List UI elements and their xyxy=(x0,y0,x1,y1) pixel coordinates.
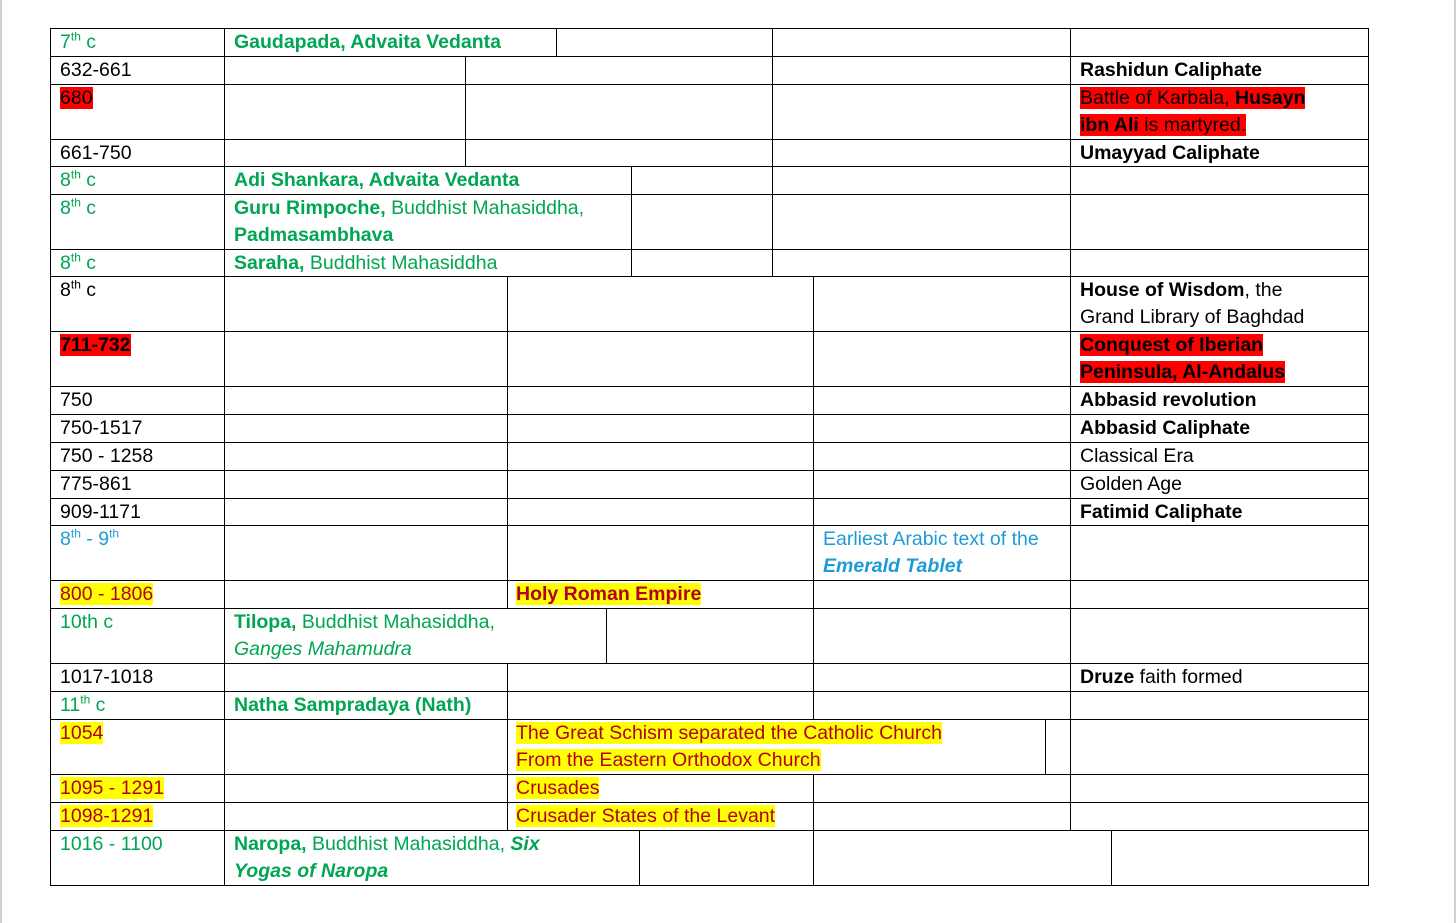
col-border-21-4 xyxy=(1070,802,1071,831)
cell-text: Fatimid Caliphate xyxy=(1080,500,1243,523)
col-border-4-4 xyxy=(1070,166,1071,195)
col-border-20-2 xyxy=(507,774,508,803)
col-border-5-5 xyxy=(1368,194,1369,250)
date-cell-row-11 xyxy=(60,443,153,471)
date-cell-row-22 xyxy=(60,831,163,859)
cell-text: 8 xyxy=(60,196,71,219)
col-border-17-4 xyxy=(1070,663,1071,692)
date-cell-row-12 xyxy=(60,471,132,499)
col-border-14-1 xyxy=(224,525,225,581)
col-border-0-0 xyxy=(50,28,51,57)
col-border-1-5 xyxy=(1368,56,1369,85)
cell-text: House of Wisdom xyxy=(1080,278,1245,301)
col-border-14-0 xyxy=(50,525,51,581)
date-cell-row-9 xyxy=(60,387,93,415)
cell-text: Rashidun Caliphate xyxy=(1080,58,1263,81)
col-border-20-3 xyxy=(813,774,814,803)
col-border-15-0 xyxy=(50,580,51,609)
col-border-16-3 xyxy=(813,608,814,664)
cell-text: th xyxy=(70,195,81,209)
col-border-4-2 xyxy=(631,166,632,195)
event-cell-row-7 xyxy=(1080,277,1335,332)
col-border-14-3 xyxy=(813,525,814,581)
col-border-13-5 xyxy=(1368,498,1369,526)
col-border-9-1 xyxy=(224,386,225,415)
col-border-22-3 xyxy=(813,830,814,886)
cell-text: Abbasid revolution xyxy=(1080,388,1257,411)
event-cell-row-5 xyxy=(234,195,626,250)
cell-text: Crusader States of the Levant xyxy=(516,804,776,827)
col-border-10-3 xyxy=(813,414,814,443)
col-border-22-4 xyxy=(1111,830,1112,886)
event-cell-row-4 xyxy=(234,167,519,195)
col-border-18-2 xyxy=(507,691,508,720)
col-border-13-3 xyxy=(813,498,814,526)
col-border-2-0 xyxy=(50,84,51,140)
cell-text: 1098-1291 xyxy=(60,804,154,827)
col-border-4-0 xyxy=(50,166,51,195)
cell-text: Ganges Mahamudra xyxy=(234,638,412,660)
cell-text: Gaudapada, Advaita Vedanta xyxy=(234,30,501,53)
col-border-15-2 xyxy=(507,580,508,609)
col-border-6-0 xyxy=(50,249,51,277)
col-border-17-5 xyxy=(1368,663,1369,692)
col-border-18-4 xyxy=(1070,691,1071,720)
date-cell-row-6 xyxy=(60,250,96,278)
col-border-10-2 xyxy=(507,414,508,443)
col-border-7-0 xyxy=(50,276,51,332)
cell-text: Earliest Arabic text of the xyxy=(823,527,1039,550)
cell-text: Buddhist Mahasiddha xyxy=(304,251,498,274)
col-border-8-0 xyxy=(50,331,51,387)
col-border-15-3 xyxy=(813,580,814,609)
cell-text: Naropa, xyxy=(234,832,307,855)
cell-text: 1017-1018 xyxy=(60,665,154,688)
cell-text: Buddhist Mahasiddha, xyxy=(306,832,511,855)
date-cell-row-0 xyxy=(60,29,96,57)
date-cell-row-17 xyxy=(60,664,153,692)
col-border-8-5 xyxy=(1368,331,1369,387)
col-border-9-4 xyxy=(1070,386,1071,415)
cell-text: 909-1171 xyxy=(60,500,141,523)
col-border-8-1 xyxy=(224,331,225,387)
col-border-2-1 xyxy=(224,84,225,140)
col-border-17-0 xyxy=(50,663,51,692)
col-border-2-4 xyxy=(1070,84,1071,140)
col-border-7-2 xyxy=(507,276,508,332)
cell-text: Padmasambhava xyxy=(234,224,394,246)
col-border-19-3 xyxy=(1045,719,1046,775)
col-border-12-3 xyxy=(813,470,814,499)
col-border-16-0 xyxy=(50,608,51,664)
col-border-0-4 xyxy=(1070,28,1071,57)
col-border-12-5 xyxy=(1368,470,1369,499)
col-border-3-4 xyxy=(1070,139,1071,167)
date-cell-row-16 xyxy=(60,609,113,637)
col-border-19-1 xyxy=(224,719,225,775)
date-cell-row-5 xyxy=(60,195,96,223)
col-border-6-4 xyxy=(1070,249,1071,277)
cell-text: th xyxy=(70,167,81,181)
cell-text: Druze xyxy=(1080,665,1135,688)
col-border-10-4 xyxy=(1070,414,1071,443)
col-border-4-3 xyxy=(772,166,773,195)
col-border-8-4 xyxy=(1070,331,1071,387)
col-border-11-4 xyxy=(1070,442,1071,471)
col-border-18-0 xyxy=(50,691,51,720)
cell-text: Tilopa, xyxy=(234,610,297,633)
col-border-21-2 xyxy=(507,802,508,831)
cell-text: The Great Schism separated the Catholic Church From the Eastern Orthodox Church xyxy=(516,721,942,771)
cell-text: th xyxy=(70,526,81,540)
cell-text: 8 xyxy=(60,278,71,301)
col-border-13-1 xyxy=(224,498,225,526)
cell-text: th xyxy=(70,29,81,43)
col-border-22-1 xyxy=(224,830,225,886)
col-border-14-2 xyxy=(507,525,508,581)
col-border-16-1 xyxy=(224,608,225,664)
cell-text: Six Yogas of Naropa xyxy=(234,832,540,882)
col-border-3-5 xyxy=(1368,139,1369,167)
cell-text: 1054 xyxy=(60,721,104,744)
cell-text: 632-661 xyxy=(60,58,132,81)
date-cell-row-15 xyxy=(60,581,153,609)
date-cell-row-2 xyxy=(60,85,93,113)
col-border-19-0 xyxy=(50,719,51,775)
date-cell-row-21 xyxy=(60,803,153,831)
col-border-18-3 xyxy=(813,691,814,720)
col-border-6-2 xyxy=(631,249,632,277)
col-border-19-5 xyxy=(1368,719,1369,775)
cell-text: Crusades xyxy=(516,776,600,799)
cell-text: Golden Age xyxy=(1080,472,1182,495)
col-border-18-1 xyxy=(224,691,225,720)
col-border-7-5 xyxy=(1368,276,1369,332)
col-border-11-3 xyxy=(813,442,814,471)
cell-text: Abbasid Caliphate xyxy=(1080,416,1251,439)
col-border-8-2 xyxy=(507,331,508,387)
cell-text: 750 xyxy=(60,388,93,411)
col-border-19-4 xyxy=(1070,719,1071,775)
col-border-8-3 xyxy=(813,331,814,387)
col-border-1-2 xyxy=(465,56,466,85)
col-border-22-2 xyxy=(639,830,640,886)
date-cell-row-19 xyxy=(60,720,103,748)
col-border-15-5 xyxy=(1368,580,1369,609)
event-cell-row-18 xyxy=(234,692,471,720)
col-border-21-1 xyxy=(224,802,225,831)
event-cell-row-10 xyxy=(1080,415,1250,443)
event-cell-row-21 xyxy=(516,803,775,831)
date-cell-row-4 xyxy=(60,167,96,195)
event-cell-row-12 xyxy=(1080,471,1182,499)
col-border-9-0 xyxy=(50,386,51,415)
col-border-21-3 xyxy=(813,802,814,831)
col-border-12-1 xyxy=(224,470,225,499)
event-cell-row-15 xyxy=(516,581,701,609)
col-border-5-3 xyxy=(772,194,773,250)
col-border-9-2 xyxy=(507,386,508,415)
cell-text: c xyxy=(80,196,97,219)
col-border-17-3 xyxy=(813,663,814,692)
col-border-22-5 xyxy=(1368,830,1369,886)
cell-text: Conquest of Iberian Peninsula, Al-Andalus xyxy=(1080,333,1286,383)
col-border-10-5 xyxy=(1368,414,1369,443)
event-cell-row-3 xyxy=(1080,140,1260,168)
cell-text: 750 - 1258 xyxy=(60,444,154,467)
cell-text: 7 xyxy=(60,30,71,53)
col-border-1-4 xyxy=(1070,56,1071,85)
col-border-1-3 xyxy=(772,56,773,85)
cell-text: th xyxy=(80,692,91,706)
cell-text: th xyxy=(70,277,81,291)
cell-text: Emerald Tablet xyxy=(823,555,963,577)
col-border-16-5 xyxy=(1368,608,1369,664)
cell-text: 680 xyxy=(60,86,93,109)
cell-text: Adi Shankara, Advaita Vedanta xyxy=(234,168,520,191)
cell-text: Husayn ibn Ali xyxy=(1080,86,1306,136)
col-border-11-0 xyxy=(50,442,51,471)
event-cell-row-22 xyxy=(234,831,554,886)
col-border-7-1 xyxy=(224,276,225,332)
cell-text: 10th c xyxy=(60,610,114,633)
event-cell-row-1 xyxy=(1080,57,1262,85)
col-border-7-3 xyxy=(813,276,814,332)
cell-text: is martyred. xyxy=(1138,114,1247,136)
cell-text: Umayyad Caliphate xyxy=(1080,141,1260,164)
col-border-2-5 xyxy=(1368,84,1369,140)
col-border-20-1 xyxy=(224,774,225,803)
date-cell-row-7 xyxy=(60,277,96,305)
page-left-edge xyxy=(0,0,2,923)
col-border-9-5 xyxy=(1368,386,1369,415)
col-border-2-3 xyxy=(772,84,773,140)
col-border-11-5 xyxy=(1368,442,1369,471)
cell-text: 800 - 1806 xyxy=(60,582,154,605)
col-border-20-4 xyxy=(1070,774,1071,803)
date-cell-row-8 xyxy=(60,332,131,360)
event-cell-row-13 xyxy=(1080,499,1243,527)
cell-text: th xyxy=(70,250,81,264)
cell-text: , the Grand Library of Baghdad xyxy=(1080,278,1305,328)
event-cell-row-6 xyxy=(234,250,497,278)
date-cell-row-13 xyxy=(60,499,141,527)
col-border-3-3 xyxy=(772,139,773,167)
event-cell-row-0 xyxy=(234,29,501,57)
cell-text: c xyxy=(80,251,97,274)
col-border-13-2 xyxy=(507,498,508,526)
col-border-3-2 xyxy=(465,139,466,167)
cell-text: Buddhist Mahasiddha, xyxy=(385,196,585,219)
col-border-14-4 xyxy=(1070,525,1071,581)
col-border-17-2 xyxy=(507,663,508,692)
col-border-16-2 xyxy=(606,608,607,664)
cell-text: 775-861 xyxy=(60,472,132,495)
cell-text: 1095 - 1291 xyxy=(60,776,165,799)
col-border-16-4 xyxy=(1070,608,1071,664)
cell-text: 661-750 xyxy=(60,141,132,164)
col-border-3-0 xyxy=(50,139,51,167)
cell-text: 750-1517 xyxy=(60,416,143,439)
col-border-21-5 xyxy=(1368,802,1369,831)
cell-text: Classical Era xyxy=(1080,444,1194,467)
date-cell-row-10 xyxy=(60,415,142,443)
col-border-10-0 xyxy=(50,414,51,443)
col-border-11-1 xyxy=(224,442,225,471)
cell-text: 1016 - 1100 xyxy=(60,832,163,855)
cell-text: Battle of Karbala, xyxy=(1080,86,1236,109)
cell-text: - 9 xyxy=(80,527,110,550)
col-border-14-5 xyxy=(1368,525,1369,581)
col-border-5-0 xyxy=(50,194,51,250)
col-border-0-3 xyxy=(772,28,773,57)
col-border-1-1 xyxy=(224,56,225,85)
col-border-6-1 xyxy=(224,249,225,277)
event-cell-row-14 xyxy=(823,526,1063,581)
cell-text: c xyxy=(80,278,97,301)
cell-text: c xyxy=(80,30,97,53)
col-border-5-1 xyxy=(224,194,225,250)
cell-text: th xyxy=(109,526,120,540)
col-border-20-5 xyxy=(1368,774,1369,803)
event-cell-row-9 xyxy=(1080,387,1257,415)
col-border-22-0 xyxy=(50,830,51,886)
date-cell-row-1 xyxy=(60,57,132,85)
event-cell-row-8 xyxy=(1080,332,1305,387)
event-cell-row-2 xyxy=(1080,85,1330,140)
cell-text: c xyxy=(80,168,97,191)
col-border-7-4 xyxy=(1070,276,1071,332)
cell-text: 11 xyxy=(60,693,81,716)
col-border-17-1 xyxy=(224,663,225,692)
cell-text: 8 xyxy=(60,251,71,274)
col-border-20-0 xyxy=(50,774,51,803)
cell-text: Natha Sampradaya (Nath) xyxy=(234,693,472,716)
col-border-15-4 xyxy=(1070,580,1071,609)
col-border-0-1 xyxy=(224,28,225,57)
col-border-18-5 xyxy=(1368,691,1369,720)
cell-text: faith formed xyxy=(1134,665,1243,688)
col-border-19-2 xyxy=(507,719,508,775)
col-border-4-5 xyxy=(1368,166,1369,195)
col-border-13-4 xyxy=(1070,498,1071,526)
col-border-5-2 xyxy=(631,194,632,250)
event-cell-row-11 xyxy=(1080,443,1194,471)
cell-text: 8 xyxy=(60,527,71,550)
event-cell-row-20 xyxy=(516,775,599,803)
col-border-6-5 xyxy=(1368,249,1369,277)
col-border-2-2 xyxy=(465,84,466,140)
cell-text: Guru Rimpoche, xyxy=(234,196,386,219)
col-border-9-3 xyxy=(813,386,814,415)
col-border-5-4 xyxy=(1070,194,1071,250)
date-cell-row-3 xyxy=(60,140,132,168)
col-border-12-2 xyxy=(507,470,508,499)
cell-text: c xyxy=(90,693,106,716)
event-cell-row-17 xyxy=(1080,664,1243,692)
date-cell-row-14 xyxy=(60,526,119,554)
col-border-21-0 xyxy=(50,802,51,831)
col-border-12-4 xyxy=(1070,470,1071,499)
col-border-0-2 xyxy=(556,28,557,57)
date-cell-row-20 xyxy=(60,775,164,803)
col-border-13-0 xyxy=(50,498,51,526)
col-border-11-2 xyxy=(507,442,508,471)
event-cell-row-16 xyxy=(234,609,534,664)
col-border-10-1 xyxy=(224,414,225,443)
row-border-15 xyxy=(50,580,1369,581)
col-border-15-1 xyxy=(224,580,225,609)
cell-text: Holy Roman Empire xyxy=(516,582,702,605)
col-border-12-0 xyxy=(50,470,51,499)
col-border-1-0 xyxy=(50,56,51,85)
cell-text: Buddhist Mahasiddha, xyxy=(296,610,495,633)
col-border-0-5 xyxy=(1368,28,1369,57)
col-border-6-3 xyxy=(772,249,773,277)
cell-text: 711-732 xyxy=(60,333,131,356)
col-border-3-1 xyxy=(224,139,225,167)
date-cell-row-18 xyxy=(60,692,105,720)
col-border-4-1 xyxy=(224,166,225,195)
event-cell-row-19 xyxy=(516,720,986,775)
cell-text: 8 xyxy=(60,168,71,191)
cell-text: Saraha, xyxy=(234,251,305,274)
